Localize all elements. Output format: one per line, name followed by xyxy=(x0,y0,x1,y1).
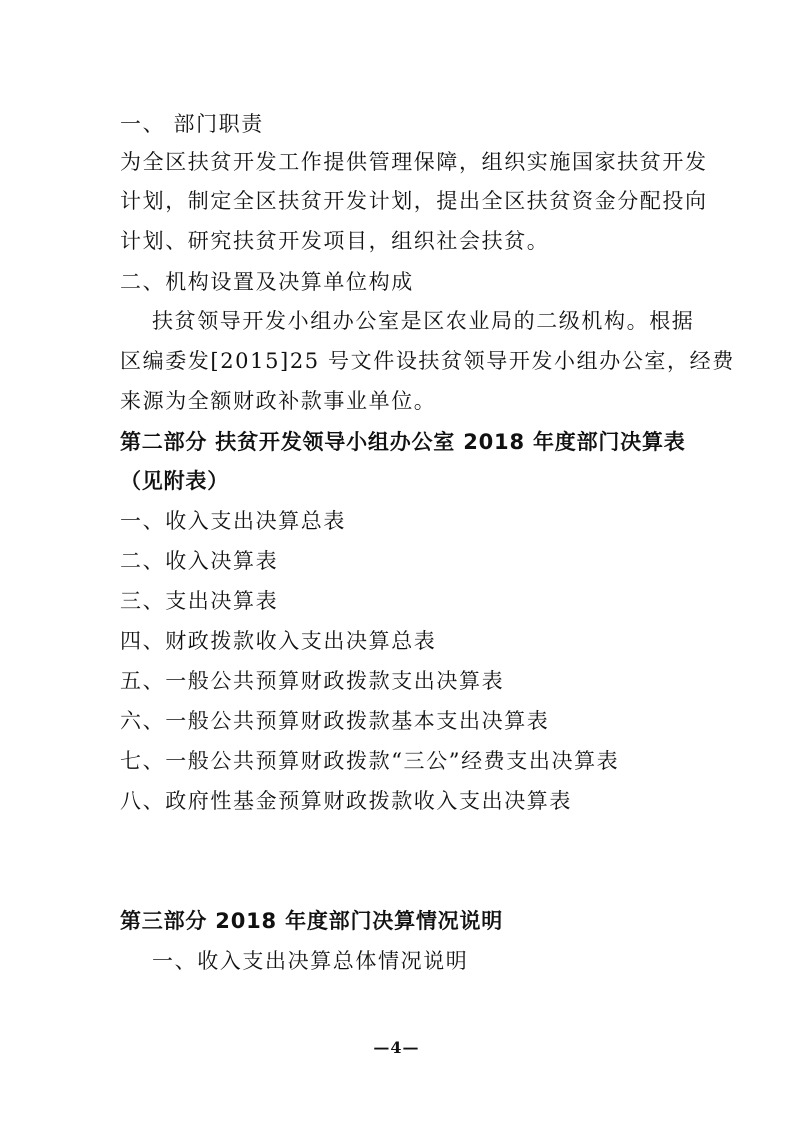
part2-item-2: 二、收入决算表 xyxy=(120,549,279,573)
part2-title: 第二部分 扶贫开发领导小组办公室 2018 年度部门决算表 xyxy=(120,430,686,454)
part2-item-4: 四、财政拨款收入支出决算总表 xyxy=(120,629,437,653)
section1-line-1: 为全区扶贫开发工作提供管理保障，组织实施国家扶贫开发 xyxy=(120,150,708,174)
section1-heading: 一、 部门职责 xyxy=(120,112,264,136)
part2-title-cont: （见附表） xyxy=(120,469,229,493)
section1-line-2: 计划，制定全区扶贫开发计划，提出全区扶贫资金分配投向 xyxy=(120,189,708,213)
part2-item-6: 六、一般公共预算财政拨款基本支出决算表 xyxy=(120,709,550,733)
part3-subheading: 一、收入支出决算总体情况说明 xyxy=(152,949,469,973)
part2-item-1: 一、收入支出决算总表 xyxy=(120,509,346,533)
part2-item-8: 八、政府性基金预算财政拨款收入支出决算表 xyxy=(120,789,572,813)
part2-item-5: 五、一般公共预算财政拨款支出决算表 xyxy=(120,669,505,693)
part3-title: 第三部分 2018 年度部门决算情况说明 xyxy=(120,909,504,933)
section1-line-3: 计划、研究扶贫开发项目，组织社会扶贫。 xyxy=(120,229,550,253)
part2-item-7: 七、一般公共预算财政拨款“三公”经费支出决算表 xyxy=(120,749,620,773)
page-number: —4— xyxy=(373,1038,420,1057)
part2-item-3: 三、支出决算表 xyxy=(120,589,279,613)
section2-line-2: 区编委发[2015]25 号文件设扶贫领导开发小组办公室，经费 xyxy=(120,349,735,373)
section2-heading: 二、机构设置及决算单位构成 xyxy=(120,270,414,294)
section2-line-1: 扶贫领导开发小组办公室是区农业局的二级机构。根据 xyxy=(152,309,695,333)
section2-line-3: 来源为全额财政补款事业单位。 xyxy=(120,389,437,413)
